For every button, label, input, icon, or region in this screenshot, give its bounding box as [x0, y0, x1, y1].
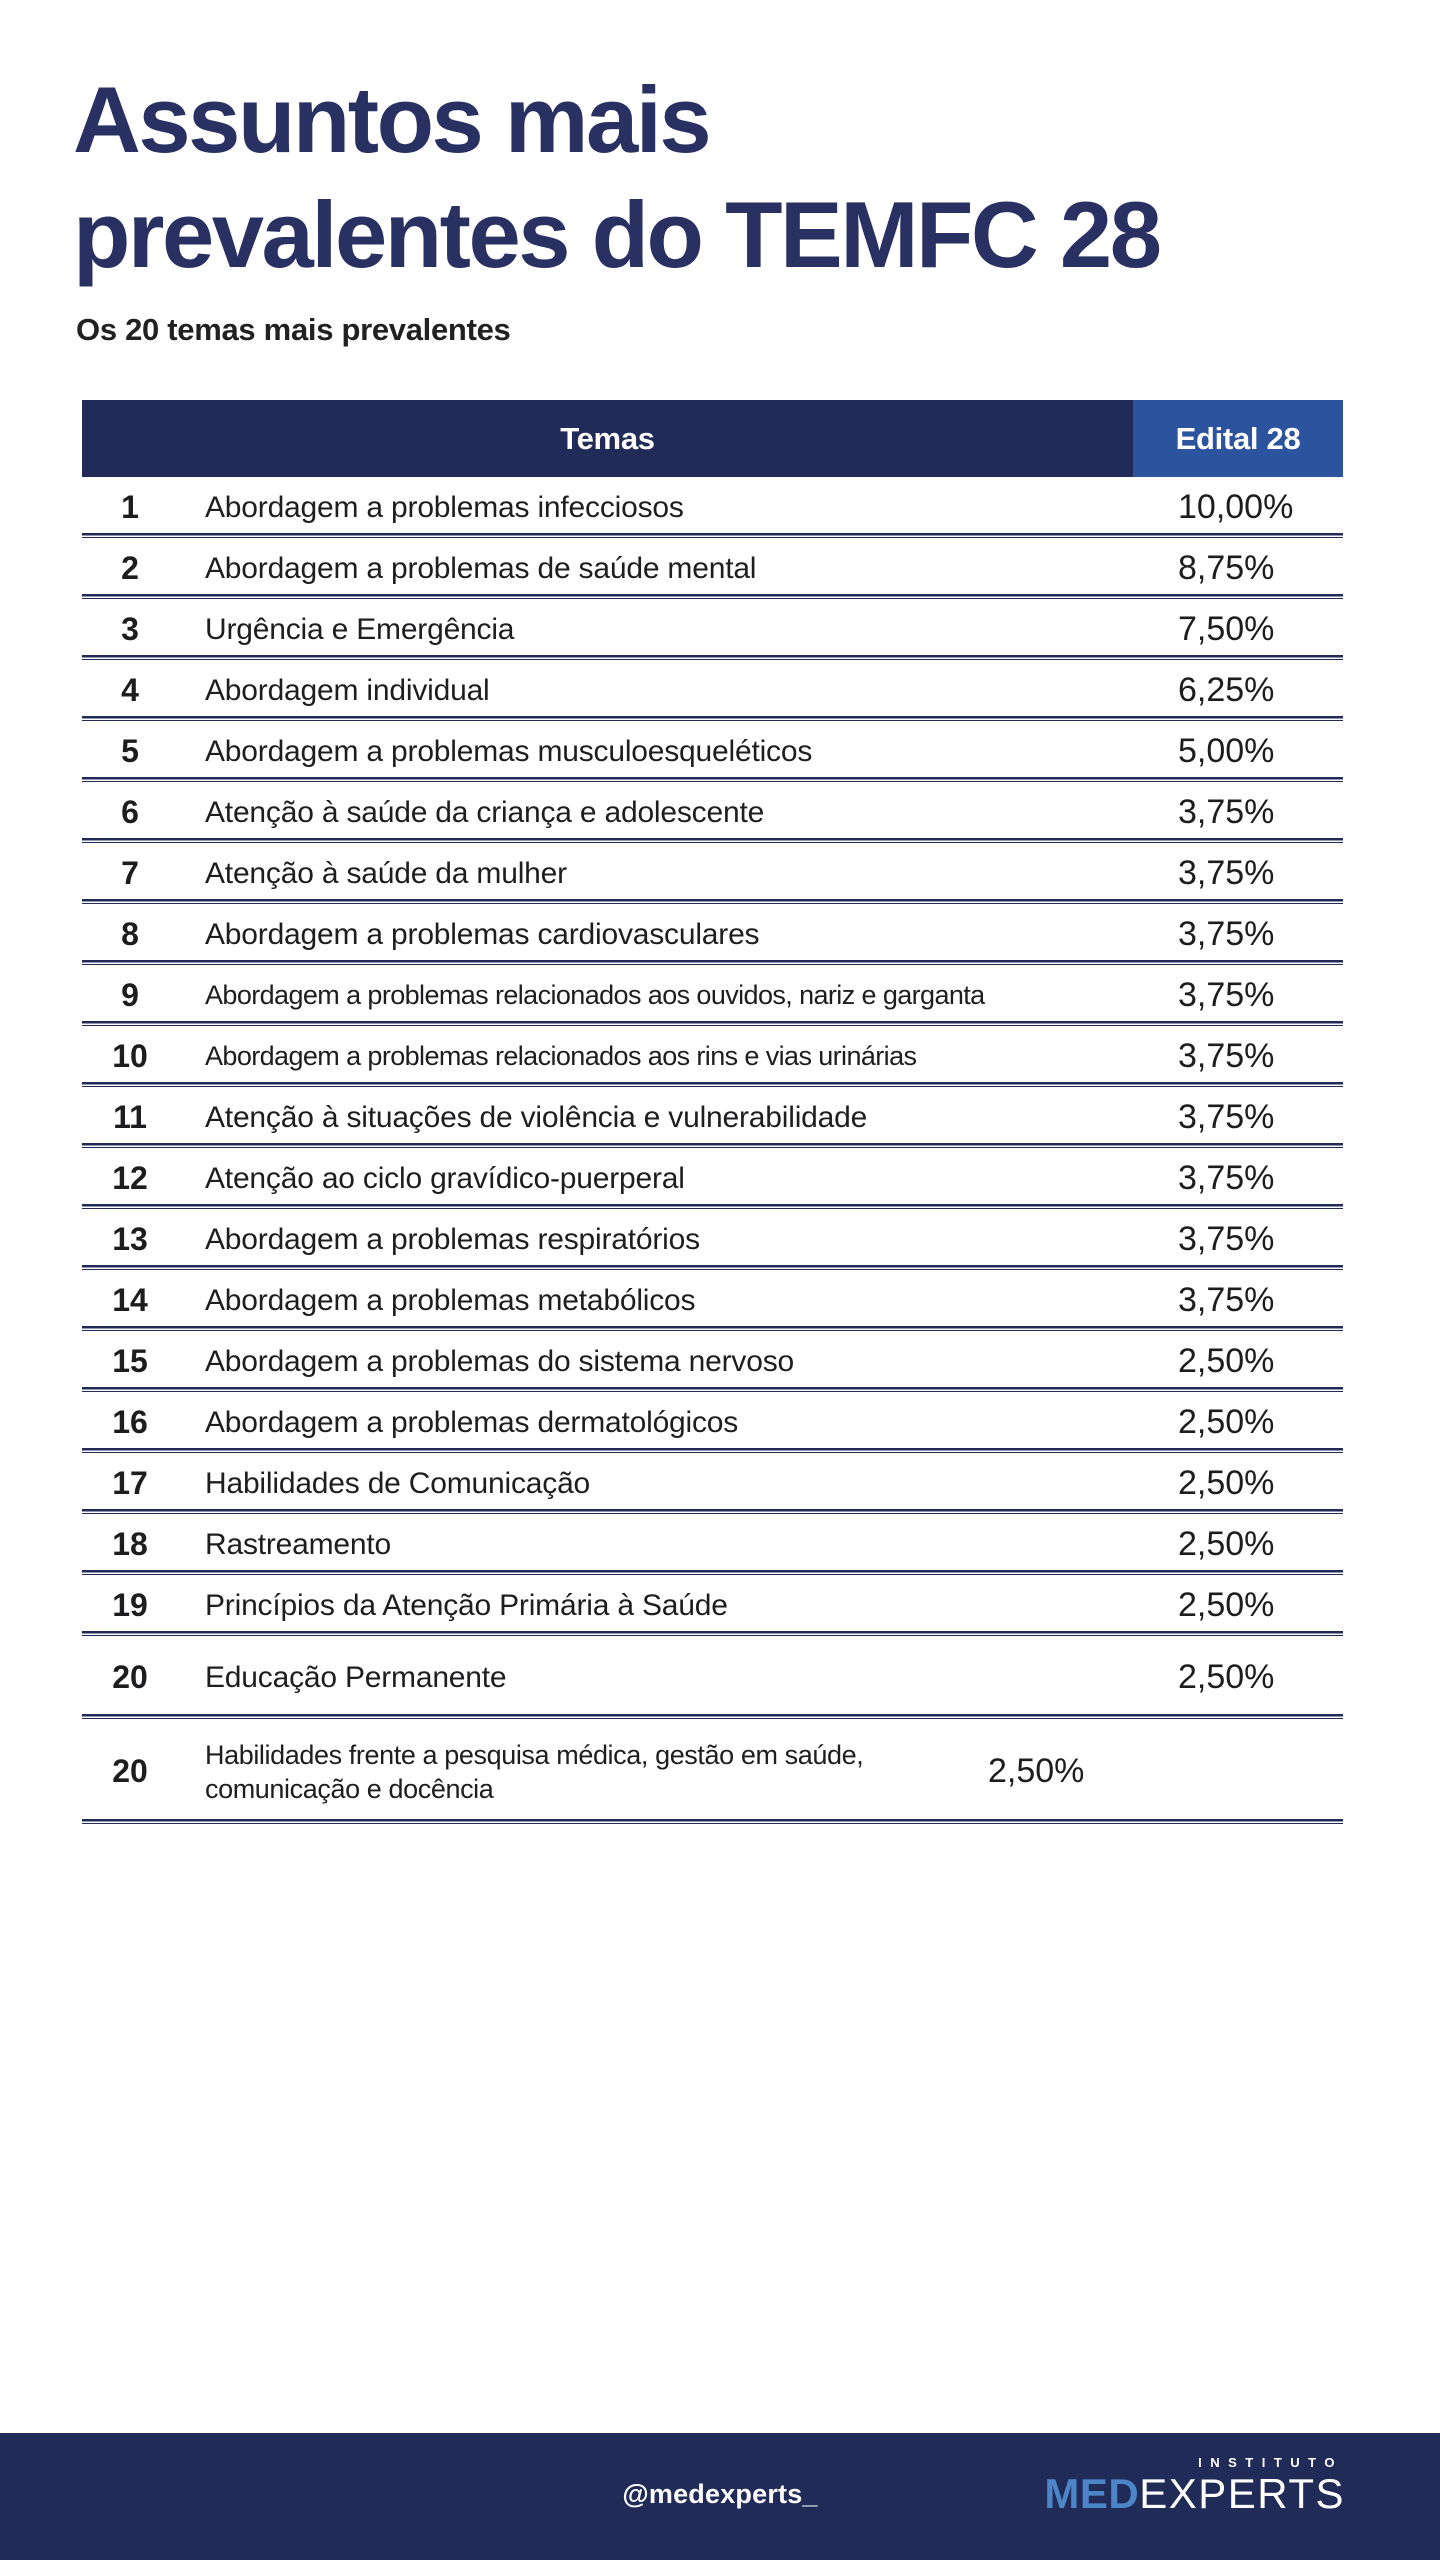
row-percentage: 3,75% [1178, 1037, 1275, 1075]
row-topic: Princípios da Atenção Primária à Saúde [205, 1588, 728, 1622]
row-topic: Abordagem a problemas metabólicos [205, 1283, 696, 1317]
row-rank: 2 [121, 550, 139, 586]
row-topic: Abordagem a problemas dermatológicos [205, 1405, 739, 1439]
logo-institute-label: INSTITUTO [1198, 2455, 1343, 2470]
table-row [82, 1453, 1343, 1514]
table-row [82, 721, 1343, 782]
row-topic: Abordagem a problemas relacionados aos rins e vias urinárias [205, 1041, 917, 1071]
table-row [82, 1270, 1343, 1331]
table-row [82, 1026, 1343, 1087]
table-row [82, 1719, 1343, 1824]
table-row [82, 904, 1343, 965]
row-percentage: 5,00% [1178, 732, 1275, 770]
table-row [82, 599, 1343, 660]
table-header-edition: Edital 28 [1133, 400, 1343, 477]
table-header-topics: Temas [82, 400, 1133, 477]
row-topic: Atenção ao ciclo gravídico-puerperal [205, 1161, 685, 1195]
prevalence-table [82, 400, 1343, 1824]
table-row [82, 843, 1343, 904]
table-row [82, 1392, 1343, 1453]
row-rank: 15 [112, 1343, 148, 1379]
page-title [73, 62, 1159, 292]
row-rank: 1 [121, 489, 139, 525]
row-topic: Atenção à saúde da criança e adolescente [205, 795, 765, 829]
row-topic: Abordagem a problemas musculoesqueléticos [205, 734, 813, 768]
table-row [82, 1636, 1343, 1719]
row-topic: Habilidades de Comunicação [205, 1466, 591, 1500]
page-subtitle: Os 20 temas mais prevalentes [76, 312, 511, 347]
row-percentage: 7,50% [1178, 610, 1275, 648]
table-row [82, 1209, 1343, 1270]
row-topic: Urgência e Emergência [205, 612, 515, 646]
table-row [82, 538, 1343, 599]
row-topic: Abordagem a problemas do sistema nervoso [205, 1344, 794, 1378]
logo-brand-text [1044, 2470, 1345, 2518]
row-percentage: 2,50% [1178, 1586, 1275, 1624]
row-percentage: 3,75% [1178, 854, 1275, 892]
row-topic: Rastreamento [205, 1527, 392, 1561]
row-rank: 11 [113, 1099, 147, 1135]
table-body [82, 477, 1343, 1824]
row-percentage: 8,75% [1178, 549, 1275, 587]
row-rank: 20 [112, 1659, 148, 1695]
page-title-line-2: prevalentes do TEMFC 28 [73, 182, 1160, 287]
medexperts-logo [1044, 2455, 1345, 2518]
row-topic: Abordagem individual [205, 673, 490, 707]
row-rank: 16 [112, 1404, 148, 1440]
row-topic: Abordagem a problemas cardiovasculares [205, 917, 760, 951]
row-percentage: 3,75% [1178, 1220, 1275, 1258]
row-rank: 4 [121, 672, 139, 708]
row-percentage: 3,75% [1178, 1281, 1275, 1319]
row-rank: 20 [112, 1753, 148, 1789]
row-percentage: 3,75% [1178, 1098, 1275, 1136]
table-row [82, 782, 1343, 843]
row-percentage: 3,75% [1178, 976, 1275, 1014]
table-row [82, 1331, 1343, 1392]
page-title-line-1: Assuntos mais [73, 67, 710, 172]
row-percentage: 3,75% [1178, 915, 1275, 953]
row-percentage: 3,75% [1178, 1159, 1275, 1197]
row-topic: Abordagem a problemas relacionados aos ouvidos, nariz e garganta [205, 980, 985, 1010]
row-percentage: 2,50% [1178, 1342, 1275, 1380]
social-handle: @medexperts_ [622, 2479, 818, 2509]
row-percentage: 6,25% [1178, 671, 1275, 709]
table-row [82, 1148, 1343, 1209]
row-rank: 8 [121, 916, 139, 952]
row-topic: Atenção à situações de violência e vulnerabilidade [205, 1100, 868, 1134]
row-percentage: 2,50% [1178, 1464, 1275, 1502]
table-row [82, 660, 1343, 721]
row-rank: 18 [112, 1526, 148, 1562]
row-topic: Abordagem a problemas de saúde mental [205, 551, 757, 585]
row-rank: 9 [121, 977, 139, 1013]
row-topic: Abordagem a problemas infecciosos [205, 490, 684, 524]
row-rank: 3 [121, 611, 139, 647]
table-row [82, 1575, 1343, 1636]
row-topic: Educação Permanente [205, 1660, 507, 1694]
row-rank: 17 [112, 1465, 148, 1501]
row-rank: 12 [112, 1160, 148, 1196]
logo-brand-experts: EXPERTS [1139, 2470, 1345, 2517]
row-topic: Habilidades frente a pesquisa médica, gestão em saúde, comunicação e docência [205, 1739, 864, 1804]
row-topic: Abordagem a problemas respiratórios [205, 1222, 700, 1256]
row-percentage: 10,00% [1178, 488, 1294, 526]
row-percentage: 2,50% [1178, 1525, 1275, 1563]
table-row [82, 1087, 1343, 1148]
row-topic: Atenção à saúde da mulher [205, 856, 567, 890]
row-percentage: 2,50% [1178, 1403, 1275, 1441]
logo-brand-med: MED [1044, 2470, 1140, 2517]
table-header-row [82, 400, 1343, 477]
table-row [82, 1514, 1343, 1575]
row-percentage: 2,50% [988, 1752, 1085, 1790]
row-rank: 10 [112, 1038, 148, 1074]
row-rank: 7 [121, 855, 139, 891]
row-rank: 13 [112, 1221, 148, 1257]
table-row [82, 477, 1343, 538]
footer-bar [0, 2433, 1440, 2560]
row-rank: 14 [112, 1282, 148, 1318]
row-rank: 5 [121, 733, 139, 769]
row-rank: 19 [112, 1587, 148, 1623]
row-percentage: 3,75% [1178, 793, 1275, 831]
row-percentage: 2,50% [1178, 1658, 1275, 1696]
row-rank: 6 [121, 794, 139, 830]
table-row [82, 965, 1343, 1026]
